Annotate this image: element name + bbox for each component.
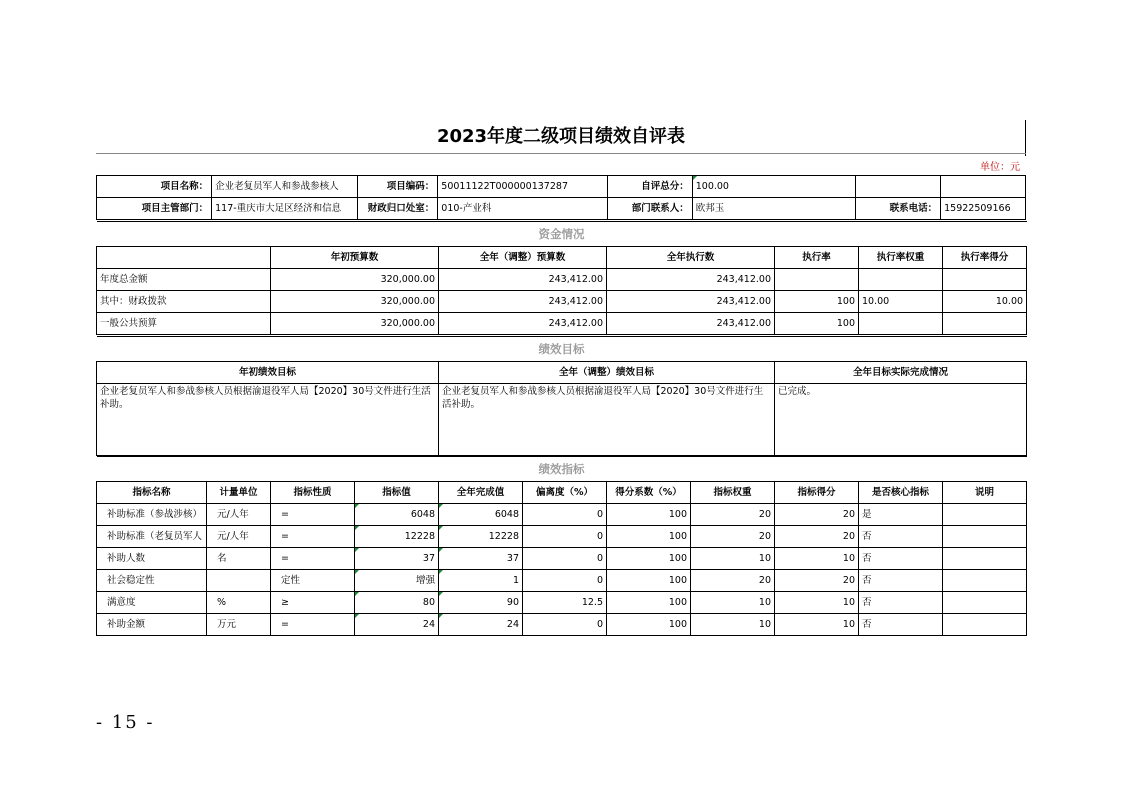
ind-row-target: 24 [355,614,439,636]
funds-row-initial: 320,000.00 [271,313,439,335]
funds-header-score: 执行率得分 [943,247,1027,269]
ind-row-done: 1 [439,570,523,592]
indicators-table [96,456,1027,636]
ind-row-name: 补助标准（老复员军人 [97,526,207,548]
page-title: 2023年度二级项目绩效自评表 [436,126,686,147]
goals-header-adjusted: 全年（调整）绩效目标 [439,362,775,384]
ind-row-note [943,504,1027,526]
funds-row-score [943,313,1027,335]
goals-header-actual: 全年目标实际完成情况 [775,362,1027,384]
funds-row-adjusted: 243,412.00 [439,313,607,335]
ind-row-unit: 元/人年 [207,504,271,526]
ind-row-nature: = [271,548,355,570]
project-code-label: 项目编码： [357,176,438,198]
indicator-row [97,504,1027,526]
funds-section-title: 资金情况 [97,222,1027,247]
ind-row-weight: 20 [691,526,775,548]
funds-header-weight: 执行率权重 [859,247,943,269]
funds-row [97,291,1027,313]
ind-row-note [943,548,1027,570]
funds-row-weight: 10.00 [859,291,943,313]
ind-header-nature: 指标性质 [271,482,355,504]
ind-row-weight: 10 [691,592,775,614]
ind-row-dev: 0 [523,548,607,570]
ind-row-nature: = [271,504,355,526]
indicator-row [97,570,1027,592]
project-name-value: 企业老复员军人和参战参核人 [212,176,357,198]
ind-row-weight: 20 [691,570,775,592]
ind-header-note: 说明 [943,482,1027,504]
funds-header-rate: 执行率 [775,247,859,269]
unit-label: 单位：元 [980,162,1020,173]
goal-adjusted-text: 企业老复员军人和参战参核人员根据渝退役军人局【2020】30号文件进行生活补助。 [439,384,775,456]
funds-row-executed: 243,412.00 [607,313,775,335]
ind-row-done: 90 [439,592,523,614]
funds-row-rate: 100 [775,313,859,335]
empty-cell [941,176,1026,198]
ind-row-done: 6048 [439,504,523,526]
indicators-section-title: 绩效指标 [97,457,1027,482]
ind-row-note [943,526,1027,548]
ind-header-weight: 指标权重 [691,482,775,504]
phone-value: 15922509166 [941,198,1026,220]
finance-office-label: 财政归口处室： [357,198,438,220]
ind-row-name: 社会稳定性 [97,570,207,592]
funds-row-rate: 100 [775,291,859,313]
goals-table [96,336,1027,456]
funds-row-executed: 243,412.00 [607,269,775,291]
ind-row-dev: 0 [523,526,607,548]
funds-row [97,313,1027,335]
goal-actual-text: 已完成。 [775,384,1027,456]
ind-row-core: 否 [859,526,943,548]
ind-row-target: 12228 [355,526,439,548]
ind-row-target: 37 [355,548,439,570]
funds-row-weight [859,269,943,291]
ind-row-coef: 100 [607,592,691,614]
ind-row-name: 补助金额 [97,614,207,636]
funds-row-weight [859,313,943,335]
ind-row-nature: = [271,526,355,548]
finance-office-value: 010-产业科 [438,198,608,220]
ind-row-coef: 100 [607,526,691,548]
ind-row-weight: 20 [691,504,775,526]
ind-row-unit: 元/人年 [207,526,271,548]
ind-row-name: 满意度 [97,592,207,614]
funds-row-rate [775,269,859,291]
ind-row-note [943,614,1027,636]
phone-label: 联系电话： [856,198,941,220]
contact-label: 部门联系人： [607,198,692,220]
ind-row-nature: = [271,614,355,636]
ind-row-unit: 万元 [207,614,271,636]
funds-row-score [943,269,1027,291]
ind-row-target: 增强 [355,570,439,592]
ind-row-unit [207,570,271,592]
ind-row-unit: 名 [207,548,271,570]
ind-header-done: 全年完成值 [439,482,523,504]
ind-row-dev: 0 [523,570,607,592]
ind-row-name: 补助人数 [97,548,207,570]
funds-header-initial: 年初预算数 [271,247,439,269]
project-name-label: 项目名称： [97,176,212,198]
ind-row-core: 否 [859,570,943,592]
empty-cell [856,176,941,198]
ind-row-done: 12228 [439,526,523,548]
dept-label: 项目主管部门： [97,198,212,220]
goals-header-initial: 年初绩效目标 [97,362,439,384]
ind-row-dev: 0 [523,504,607,526]
funds-header-executed: 全年执行数 [607,247,775,269]
ind-row-target: 80 [355,592,439,614]
ind-row-unit: % [207,592,271,614]
funds-row-name: 年度总金额 [97,269,271,291]
ind-row-nature: ≥ [271,592,355,614]
ind-row-score: 10 [775,614,859,636]
ind-row-score: 10 [775,548,859,570]
funds-table [96,221,1027,335]
ind-row-score: 20 [775,526,859,548]
ind-row-done: 37 [439,548,523,570]
ind-row-name: 补助标准（参战涉核） [97,504,207,526]
funds-row-adjusted: 243,412.00 [439,269,607,291]
ind-header-dev: 偏离度（%） [523,482,607,504]
indicator-row [97,592,1027,614]
ind-header-unit: 计量单位 [207,482,271,504]
indicator-row [97,614,1027,636]
project-code-value: 50011122T000000137287 [438,176,608,198]
indicator-row [97,548,1027,570]
ind-header-name: 指标名称 [97,482,207,504]
ind-row-score: 20 [775,570,859,592]
goal-initial-text: 企业老复员军人和参战参核人员根据渝退役军人局【2020】30号文件进行生活补助。 [97,384,439,456]
ind-row-core: 否 [859,592,943,614]
ind-header-coef: 得分系数（%） [607,482,691,504]
ind-row-weight: 10 [691,614,775,636]
ind-row-nature: 定性 [271,570,355,592]
title-divider [96,153,1026,154]
ind-row-weight: 10 [691,548,775,570]
funds-header-blank [97,247,271,269]
ind-row-note [943,570,1027,592]
ind-header-core: 是否核心指标 [859,482,943,504]
funds-header-adjusted: 全年（调整）预算数 [439,247,607,269]
ind-header-target: 指标值 [355,482,439,504]
ind-row-coef: 100 [607,614,691,636]
page-number: - 15 - [96,712,155,733]
ind-header-score: 指标得分 [775,482,859,504]
ind-row-core: 否 [859,548,943,570]
funds-row-initial: 320,000.00 [271,291,439,313]
ind-row-done: 24 [439,614,523,636]
funds-row-score: 10.00 [943,291,1027,313]
ind-row-coef: 100 [607,570,691,592]
ind-row-dev: 0 [523,614,607,636]
dept-value: 117-重庆市大足区经济和信息 [212,198,357,220]
ind-row-score: 20 [775,504,859,526]
ind-row-coef: 100 [607,548,691,570]
ind-row-core: 否 [859,614,943,636]
self-score-label: 自评总分： [607,176,692,198]
funds-row-initial: 320,000.00 [271,269,439,291]
project-info-table [96,175,1026,220]
self-score-value: 100.00 [692,176,856,198]
funds-row-executed: 243,412.00 [607,291,775,313]
ind-row-note [943,592,1027,614]
funds-row-adjusted: 243,412.00 [439,291,607,313]
goals-section-title: 绩效目标 [97,337,1027,362]
funds-row [97,269,1027,291]
ind-row-core: 是 [859,504,943,526]
funds-row-name: 其中：财政拨款 [97,291,271,313]
ind-row-score: 10 [775,592,859,614]
contact-value: 欧邦玉 [692,198,856,220]
ind-row-dev: 12.5 [523,592,607,614]
indicator-row [97,526,1027,548]
ind-row-coef: 100 [607,504,691,526]
funds-row-name: 一般公共预算 [97,313,271,335]
ind-row-target: 6048 [355,504,439,526]
